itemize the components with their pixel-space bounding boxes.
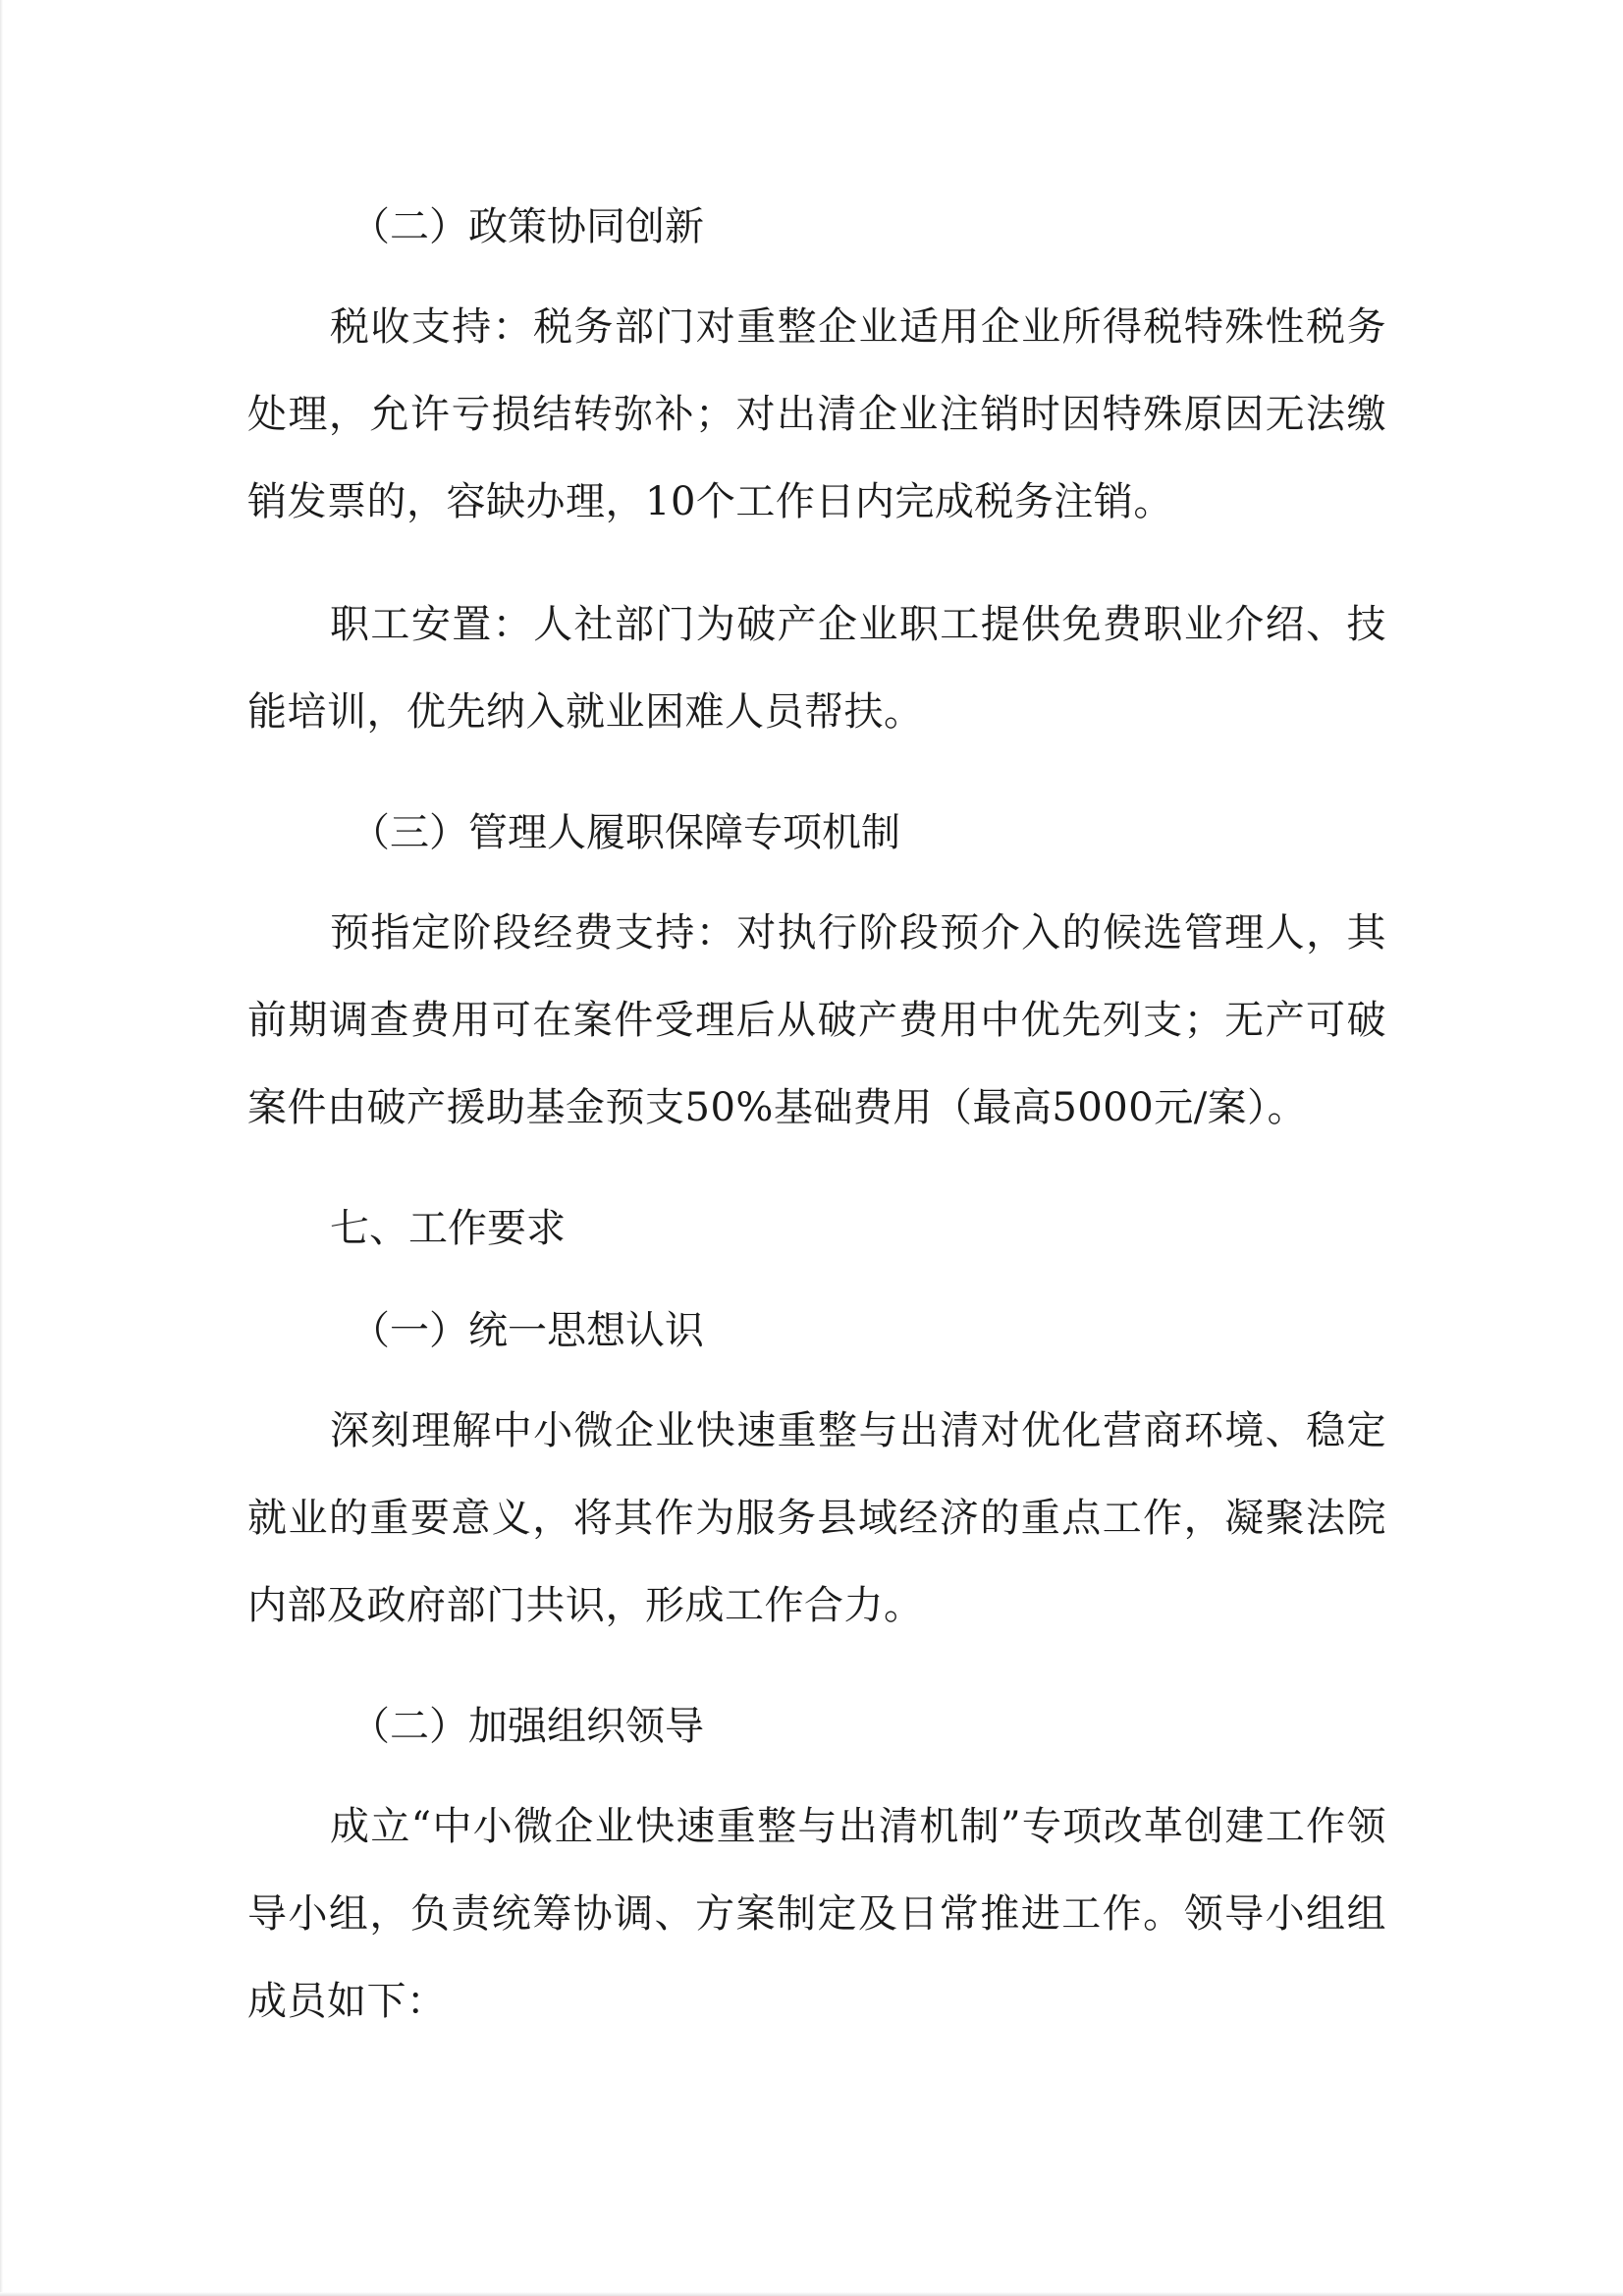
paragraph-leadership-group: 成立“中小微企业快速重整与出清机制”专项改革创建工作领导小组，负责统筹协调、方案制定及日常推进工作。领导小组组成员如下： (247, 1804, 1386, 2024)
paragraph-employee-placement: 职工安置：人社部门为破产企业职工提供免费职业介绍、技能培训，优先纳入就业困难人员帮扶。 (247, 602, 1386, 735)
scan-edge-bottom (0, 2292, 1623, 2296)
paragraph-tax-support: 税收支持：税务部门对重整企业适用企业所得税特殊性税务处理，允许亏损结转弥补；对出清企业注销时因特殊原因无法缴销发票的，容缺办理，10个工作日内完成税务注销。 (247, 304, 1386, 524)
subheading-unify-thinking: （一）统一思想认识 (351, 1308, 704, 1353)
subheading-strengthen-leadership: （二）加强组织领导 (351, 1704, 704, 1749)
paragraph-unify-thinking: 深刻理解中小微企业快速重整与出清对优化营商环境、稳定就业的重要意义，将其作为服务县域经济的重点工作，凝聚法院内部及政府部门共识，形成工作合力。 (247, 1408, 1386, 1628)
scan-edge-left (0, 0, 3, 2296)
section-heading-work-requirements: 七、工作要求 (330, 1206, 566, 1251)
subheading-policy-coordination: （二）政策协同创新 (351, 204, 704, 249)
document-body (247, 201, 1386, 2046)
paragraph-funding-support: 预指定阶段经费支持：对执行阶段预介入的候选管理人，其前期调查费用可在案件受理后从破产费用中优先列支；无产可破案件由破产援助基金预支50%基础费用（最高5000元/案）。 (247, 910, 1386, 1130)
subheading-administrator-guarantee: （三）管理人履职保障专项机制 (351, 810, 900, 855)
